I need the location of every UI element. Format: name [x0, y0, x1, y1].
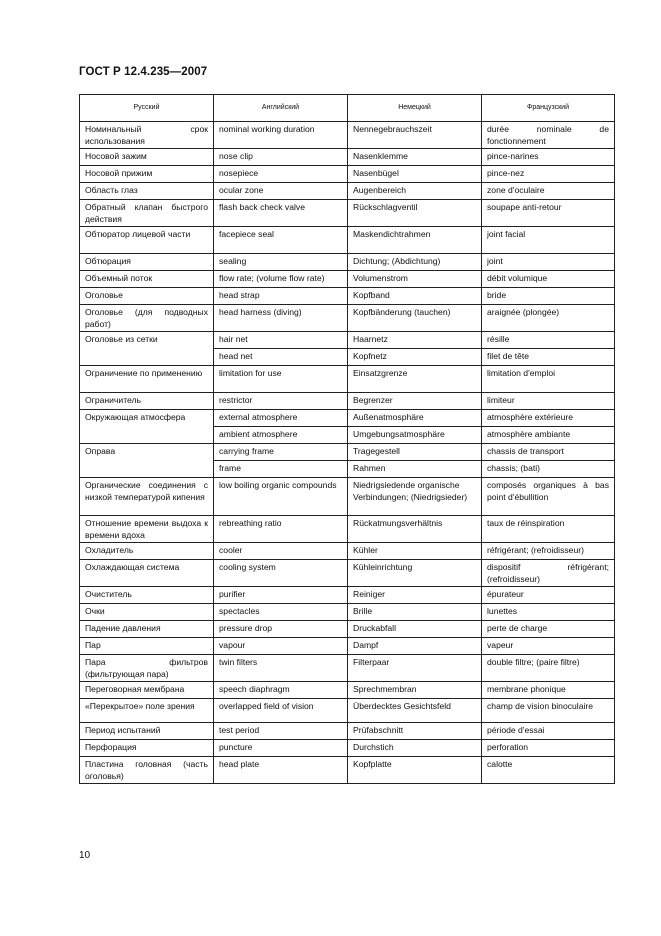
term-de: Kopfplatte — [348, 757, 482, 784]
term-ru: Носовой прижим — [80, 166, 214, 183]
term-ru: Пластина головная (часть оголовья) — [80, 757, 214, 784]
term-fr: limiteur — [482, 393, 615, 410]
table-row — [80, 393, 615, 410]
table-row — [80, 444, 615, 461]
term-en: twin filters — [214, 655, 348, 682]
term-fr: réfrigérant; (refroidisseur) — [482, 543, 615, 560]
term-en: overlapped field of vision — [214, 699, 348, 723]
term-de: Durchstich — [348, 740, 482, 757]
term-en: frame — [214, 461, 348, 478]
table-row — [80, 655, 615, 682]
term-ru: Обтюрация — [80, 254, 214, 271]
term-fr: champ de vision binoculaire — [482, 699, 615, 723]
term-ru: Обратный клапан быстрого действия — [80, 200, 214, 227]
table-row — [80, 227, 615, 254]
term-de: Umgebungsatmosphäre — [348, 427, 482, 444]
term-de: Kopfbänderung (tauchen) — [348, 305, 482, 332]
term-fr: membrane phonique — [482, 682, 615, 699]
term-en: pressure drop — [214, 621, 348, 638]
term-de: Außenatmosphäre — [348, 410, 482, 427]
term-ru: Обтюратор лицевой части — [80, 227, 214, 254]
term-en: external atmosphere — [214, 410, 348, 427]
term-fr: atmosphère extérieure — [482, 410, 615, 427]
term-ru: Оголовье из сетки — [80, 332, 214, 366]
term-en: rebreathing ratio — [214, 516, 348, 543]
term-de: Nasenbügel — [348, 166, 482, 183]
term-en: ambient atmosphere — [214, 427, 348, 444]
term-fr: chassis; (bati) — [482, 461, 615, 478]
term-ru: Очки — [80, 604, 214, 621]
table-row — [80, 122, 615, 149]
term-de: Nasenklemme — [348, 149, 482, 166]
term-en: speech diaphragm — [214, 682, 348, 699]
term-de: Dichtung; (Abdichtung) — [348, 254, 482, 271]
term-ru: Область глаз — [80, 183, 214, 200]
term-ru: Оправа — [80, 444, 214, 478]
term-ru: Пара фильтров (фильтрующая пара) — [80, 655, 214, 682]
table-header-row — [80, 95, 615, 122]
document-header: ГОСТ Р 12.4.235—2007 — [79, 66, 208, 78]
term-de: Nennegebrauchszeit — [348, 122, 482, 149]
table-row — [80, 740, 615, 757]
term-ru: Падение давления — [80, 621, 214, 638]
term-en: spectacles — [214, 604, 348, 621]
table-row — [80, 254, 615, 271]
term-fr: joint — [482, 254, 615, 271]
term-ru: Оголовье — [80, 288, 214, 305]
term-fr: perforation — [482, 740, 615, 757]
term-fr: épurateur — [482, 587, 615, 604]
term-en: facepiece seal — [214, 227, 348, 254]
term-fr: pince-narines — [482, 149, 615, 166]
term-ru: Ограничитель — [80, 393, 214, 410]
term-fr: zone d'oculaire — [482, 183, 615, 200]
table-row — [80, 604, 615, 621]
term-de: Maskendichtrahmen — [348, 227, 482, 254]
term-ru: Пар — [80, 638, 214, 655]
term-de: Niedrigsiedende organische Verbindungen; (Niedrigsieder) — [348, 478, 482, 516]
term-fr: pince-nez — [482, 166, 615, 183]
column-header-english: Английский — [214, 95, 348, 122]
term-de: Rahmen — [348, 461, 482, 478]
table-body — [80, 122, 615, 784]
term-ru: Переговорная мембрана — [80, 682, 214, 699]
table-row — [80, 271, 615, 288]
term-en: head net — [214, 349, 348, 366]
term-de: Kühler — [348, 543, 482, 560]
term-ru: Номинальный срок использования — [80, 122, 214, 149]
term-fr: perte de charge — [482, 621, 615, 638]
term-fr: atmosphère ambiante — [482, 427, 615, 444]
term-en: puncture — [214, 740, 348, 757]
table-row — [80, 478, 615, 516]
term-fr: limitation d'emploi — [482, 366, 615, 393]
term-en: sealing — [214, 254, 348, 271]
term-fr: bride — [482, 288, 615, 305]
term-de: Volumenstrom — [348, 271, 482, 288]
table-row — [80, 305, 615, 332]
table-row — [80, 621, 615, 638]
table-row — [80, 410, 615, 427]
term-fr: soupape anti-retour — [482, 200, 615, 227]
term-de: Brille — [348, 604, 482, 621]
term-en: nose clip — [214, 149, 348, 166]
term-fr: composés organiques à bas point d'ébullition — [482, 478, 615, 516]
term-de: Überdecktes Gesichtsfeld — [348, 699, 482, 723]
term-en: head strap — [214, 288, 348, 305]
term-de: Tragegestell — [348, 444, 482, 461]
term-de: Filterpaar — [348, 655, 482, 682]
term-fr: joint facial — [482, 227, 615, 254]
page-number: 10 — [79, 850, 91, 861]
term-ru: Окружающая атмосфера — [80, 410, 214, 444]
table-row — [80, 699, 615, 723]
term-de: Einsatzgrenze — [348, 366, 482, 393]
term-fr: résille — [482, 332, 615, 349]
term-ru: Перфорация — [80, 740, 214, 757]
term-fr: araignée (plongée) — [482, 305, 615, 332]
term-fr: lunettes — [482, 604, 615, 621]
term-ru: Органические соединения с низкой температурой кипения — [80, 478, 214, 516]
term-en: low boiling organic compounds — [214, 478, 348, 516]
term-ru: «Перекрытое» поле зрения — [80, 699, 214, 723]
term-fr: chassis de transport — [482, 444, 615, 461]
table-row — [80, 560, 615, 587]
term-fr: taux de réinspiration — [482, 516, 615, 543]
term-de: Prüfabschnitt — [348, 723, 482, 740]
term-en: limitation for use — [214, 366, 348, 393]
term-en: test period — [214, 723, 348, 740]
table-row — [80, 288, 615, 305]
term-en: cooler — [214, 543, 348, 560]
term-fr: filet de tête — [482, 349, 615, 366]
term-de: Druckabfall — [348, 621, 482, 638]
term-en: hair net — [214, 332, 348, 349]
term-ru: Отношение времени выдоха к времени вдоха — [80, 516, 214, 543]
column-header-french: Французский — [482, 95, 615, 122]
term-ru: Объемный поток — [80, 271, 214, 288]
column-header-russian: Русский — [80, 95, 214, 122]
term-en: nominal working duration — [214, 122, 348, 149]
column-header-german: Немецкий — [348, 95, 482, 122]
term-en: flash back check valve — [214, 200, 348, 227]
term-fr: dispositif réfrigérant; (refroidisseur) — [482, 560, 615, 587]
table-row — [80, 366, 615, 393]
term-en: restrictor — [214, 393, 348, 410]
term-de: Rückatmungsverhältnis — [348, 516, 482, 543]
term-ru: Охладитель — [80, 543, 214, 560]
term-en: purifier — [214, 587, 348, 604]
term-fr: vapeur — [482, 638, 615, 655]
term-en: head harness (diving) — [214, 305, 348, 332]
table-row — [80, 682, 615, 699]
term-fr: calotte — [482, 757, 615, 784]
terminology-table — [79, 94, 615, 784]
term-de: Dampf — [348, 638, 482, 655]
term-ru: Очиститель — [80, 587, 214, 604]
term-de: Rückschlagventil — [348, 200, 482, 227]
term-ru: Носовой зажим — [80, 149, 214, 166]
table-row — [80, 166, 615, 183]
table-row — [80, 543, 615, 560]
term-de: Reiniger — [348, 587, 482, 604]
term-de: Kühleinrichtung — [348, 560, 482, 587]
term-en: head plate — [214, 757, 348, 784]
term-ru: Ограничение по применению — [80, 366, 214, 393]
term-de: Augenbereich — [348, 183, 482, 200]
table-row — [80, 183, 615, 200]
term-de: Haarnetz — [348, 332, 482, 349]
term-en: flow rate; (volume flow rate) — [214, 271, 348, 288]
table-row — [80, 332, 615, 349]
term-fr: débit volumique — [482, 271, 615, 288]
term-fr: période d'essai — [482, 723, 615, 740]
table-row — [80, 757, 615, 784]
term-ru: Охлаждающая система — [80, 560, 214, 587]
term-ru: Оголовье (для подводных работ) — [80, 305, 214, 332]
term-fr: double filtre; (paire filtre) — [482, 655, 615, 682]
term-en: cooling system — [214, 560, 348, 587]
term-ru: Период испытаний — [80, 723, 214, 740]
table-row — [80, 516, 615, 543]
table-row — [80, 638, 615, 655]
table-row — [80, 200, 615, 227]
term-de: Kopfnetz — [348, 349, 482, 366]
table-row — [80, 149, 615, 166]
table-row — [80, 587, 615, 604]
term-fr: durée nominale de fonctionnement — [482, 122, 615, 149]
term-en: vapour — [214, 638, 348, 655]
term-en: carrying frame — [214, 444, 348, 461]
term-de: Sprechmembran — [348, 682, 482, 699]
term-en: nosepiece — [214, 166, 348, 183]
table-row — [80, 723, 615, 740]
term-de: Begrenzer — [348, 393, 482, 410]
term-de: Kopfband — [348, 288, 482, 305]
term-en: ocular zone — [214, 183, 348, 200]
